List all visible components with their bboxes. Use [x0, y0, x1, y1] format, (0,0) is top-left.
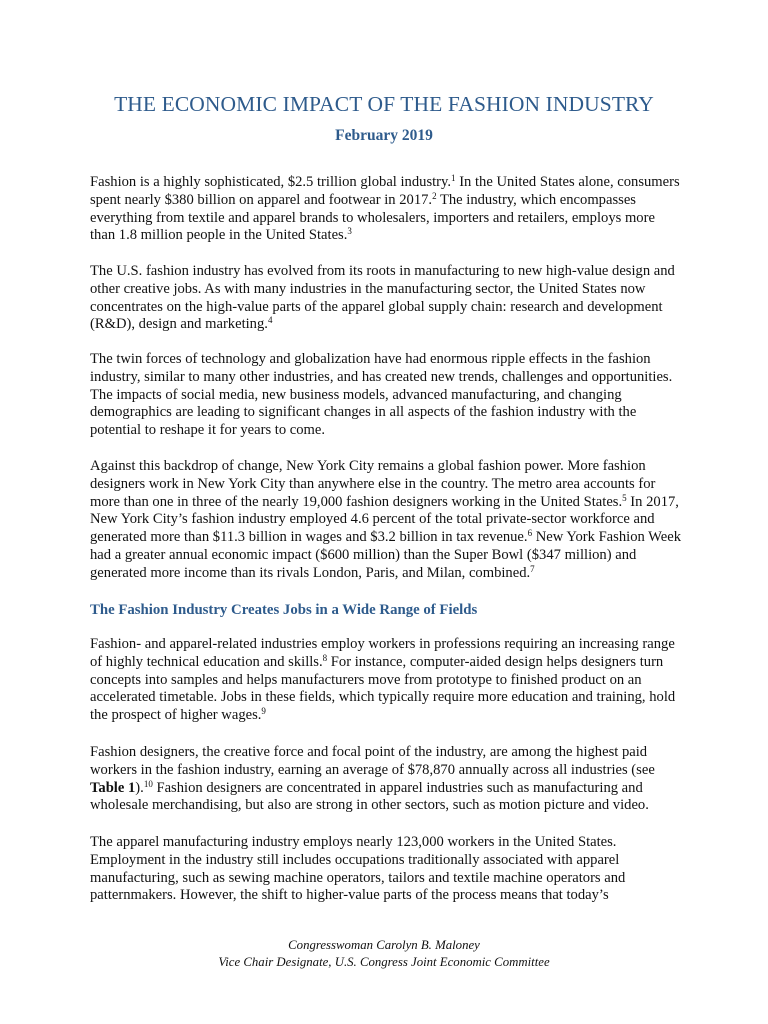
paragraph-text: In 2017, New York City’s fashion industry employed 4.6 percent of the total private-sector workforce and generated more than $11.3 billion in wages and $3.2 billion in tax revenue. [90, 493, 679, 546]
footer-author: Congresswoman Carolyn B. Maloney [288, 938, 480, 952]
paragraph-6 [90, 744, 682, 815]
paragraph-text: For instance, computer-aided design helps designers turn concepts into samples and helps manufacturers move from prototype to finished product on an accelerated timetable. Jobs in these fields, which typically require more education and training, hold the prospect of higher wages. [90, 653, 676, 724]
paragraph-text: The apparel manufacturing industry employs nearly 123,000 workers in the United States. Employment in the industry still includes occupations traditionally associated with apparel manufacturing, such as sewing machine operators, tailors and textile machine operators and patternmakers. However, the shift to higher-value parts of the process means that today’s [90, 834, 626, 904]
paragraph-5 [90, 636, 682, 725]
footnote-ref: 7 [530, 563, 535, 574]
footnote-ref: 6 [527, 528, 533, 539]
table-reference: Table 1 [90, 779, 136, 796]
footer-author-title: Vice Chair Designate, U.S. Congress Joint Economic Committee [218, 955, 550, 969]
footnote-ref: 3 [347, 226, 352, 237]
footnote-ref: 1 [451, 173, 456, 183]
paragraph-text: The twin forces of technology and globalization have had enormous ripple effects in the fashion industry, similar to many other industries, and has created new trends, challenges and opportunities. The impacts of social media, new business models, advanced manufacturing, and changing demographics are leading to significant changes in all aspects of the fashion industry with the potential to reshape it for years to come. [90, 351, 673, 439]
footnote-ref: 9 [261, 706, 266, 717]
paragraph-text: New York Fashion Week had a greater annual economic impact ($600 million) than the Super Bowl ($347 million) and generated more income than its rivals London, Paris, and Milan, combined. [90, 529, 682, 581]
paragraph-4 [90, 458, 682, 583]
footnote-ref: 10 [143, 778, 153, 789]
paragraph-text: ). [135, 779, 144, 796]
paragraph-text: The industry, which encompasses everything from textile and apparel brands to wholesalers, importers and retailers, employs more than 1.8 million people in the United States. [90, 191, 655, 244]
paragraph-7 [90, 834, 682, 905]
paragraph-3 [90, 351, 682, 440]
footnote-ref: 2 [432, 190, 437, 201]
section-heading: The Fashion Industry Creates Jobs in a Wide Range of Fields [90, 602, 478, 618]
paragraph-text: The U.S. fashion industry has evolved from its roots in manufacturing to new high-value design and other creative jobs. As with many industries in the manufacturing sector, the United States now concentrates on the high-value parts of the apparel global supply chain: research and development (R&D), design and marketing. [90, 263, 675, 333]
page-footer [0, 937, 768, 971]
paragraph-text: Fashion- and apparel-related industries employ workers in professions requiring an increasing range of highly technical education and skills. [90, 636, 675, 670]
footnote-ref: 8 [322, 652, 328, 663]
paragraph-text: Fashion is a highly sophisticated, $2.5 trillion global industry. [90, 174, 452, 190]
paragraph-text: In the United States alone, consumers spent nearly $380 billion on apparel and footwear in 2017. [90, 174, 680, 208]
paragraph-text: Against this backdrop of change, New York City remains a global fashion power. More fashion designers work in New York City than anywhere else in the country. The metro area accounts for more than one in three of the nearly 19,000 fashion designers working in the United States. [90, 458, 656, 510]
paragraph-text: Fashion designers, the creative force and focal point of the industry, are among the highest paid workers in the fashion industry, earning an average of $78,870 annually across all industries (see [90, 744, 655, 778]
paragraph-2 [90, 263, 682, 334]
document-title: THE ECONOMIC IMPACT OF THE FASHION INDUSTRY [114, 92, 654, 116]
paragraph-1 [90, 174, 682, 245]
paragraph-text: Fashion designers are concentrated in apparel industries such as manufacturing and wholesale merchandising, but also are strong in other sectors, such as motion picture and video. [90, 779, 649, 814]
footnote-ref: 4 [267, 315, 273, 326]
document-date: February 2019 [335, 127, 433, 144]
footnote-ref: 5 [622, 492, 627, 503]
